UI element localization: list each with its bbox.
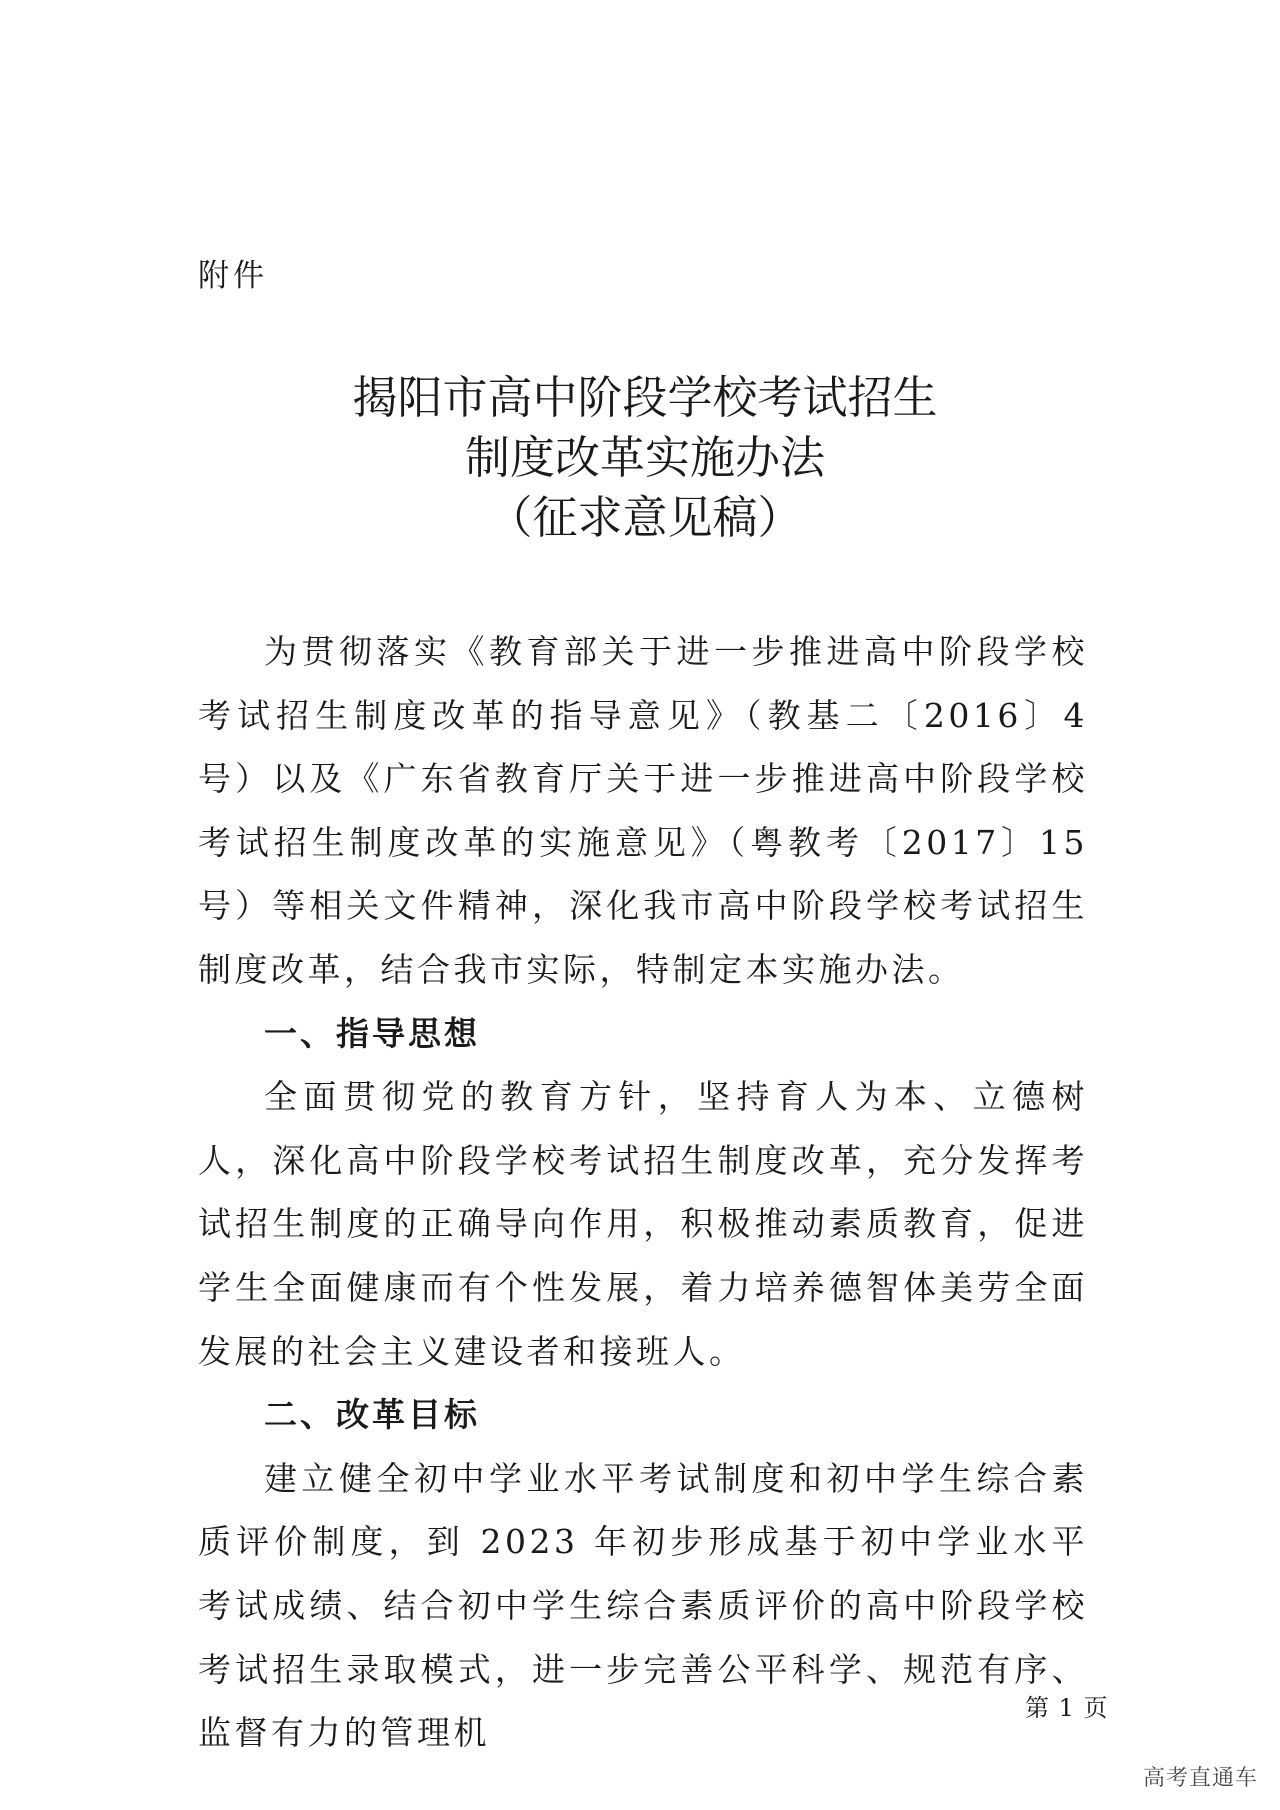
section-heading-reform-goals: 二、改革目标	[264, 1395, 480, 1435]
document-body	[198, 620, 1088, 1765]
section-paragraph-reform-goals: 建立健全初中学业水平考试制度和初中学生综合素质评价制度，到 2023 年初步形成基于初中学业水平考试成绩、结合初中学生综合素质评价的高中阶段学校考试招生录取模式，进一步完善公平科学、规范有序、监督有力的管理机	[198, 1458, 1088, 1753]
watermark-logo-text: 高考直通车	[1142, 1766, 1258, 1791]
section-paragraph-guiding-ideology: 全面贯彻党的教育方针，坚持育人为本、立德树人，深化高中阶段学校考试招生制度改革，充分发挥考试招生制度的正确导向作用，积极推动素质教育，促进学生全面健康而有个性发展，着力培养德智体美劳全面发展的社会主义建设者和接班人。	[198, 1077, 1088, 1371]
attachment-label: 附件	[198, 258, 268, 294]
intro-paragraph: 为贯彻落实《教育部关于进一步推进高中阶段学校考试招生制度改革的指导意见》（教基二〔2016〕4 号）以及《广东省教育厅关于进一步推进高中阶段学校考试招生制度改革的实施意见》（粤教考〔2017〕15 号）等相关文件精神，深化我市高中阶段学校考试招生制度改革，结合我市实际，特制定本实施办法。	[198, 632, 1088, 989]
section-heading-guiding-ideology: 一、指导思想	[264, 1013, 480, 1053]
title-line-3: （征求意见稿）	[487, 491, 803, 544]
title-line-1: 揭阳市高中阶段学校考试招生	[352, 371, 938, 424]
page-number: 第 1 页	[1025, 1694, 1109, 1722]
document-title	[0, 368, 1280, 548]
title-line-2: 制度改革实施办法	[464, 431, 825, 484]
